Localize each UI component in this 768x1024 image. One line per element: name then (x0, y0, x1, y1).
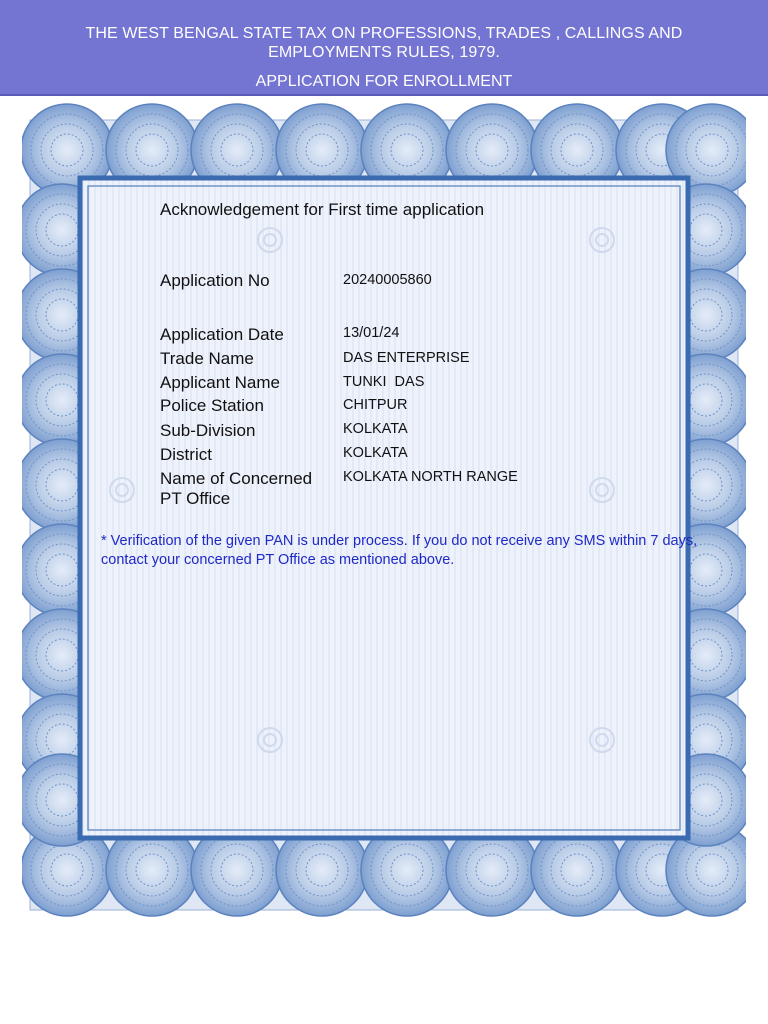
field-value-pt-office: KOLKATA NORTH RANGE (343, 469, 518, 485)
application-subtitle: APPLICATION FOR ENROLLMENT (255, 73, 513, 90)
field-label-applicant-name: Applicant Name (160, 373, 281, 392)
field-value-applicant-name: TUNKI DAS (343, 374, 425, 390)
field-value-trade-name: DAS ENTERPRISE (343, 350, 470, 366)
field-value-district: KOLKATA (343, 445, 408, 461)
field-label-police-station: Police Station (160, 396, 264, 415)
field-value-sub-division: KOLKATA (343, 421, 408, 437)
field-value-application-no: 20240005860 (343, 272, 432, 288)
field-label-application-date: Application Date (160, 325, 284, 344)
field-label-application-no: Application No (160, 271, 270, 290)
field-label-pt-office: Name of Concerned PT Office (160, 469, 313, 508)
field-label-district: District (160, 445, 212, 464)
acknowledgement-heading: Acknowledgement for First time application (160, 200, 485, 219)
field-value-application-date: 13/01/24 (343, 325, 400, 341)
rules-title: THE WEST BENGAL STATE TAX ON PROFESSIONS, TRADES , CALLINGS AND EMPLOYMENTS RULES, 1979. (85, 25, 683, 61)
field-value-police-station: CHITPUR (343, 397, 408, 413)
pan-verification-note: * Verification of the given PAN is under process. If you do not receive any SMS within 7 days, contact your concerned PT Office as mentioned above. (101, 533, 698, 568)
field-label-sub-division: Sub-Division (160, 421, 256, 440)
field-label-trade-name: Trade Name (160, 349, 254, 368)
